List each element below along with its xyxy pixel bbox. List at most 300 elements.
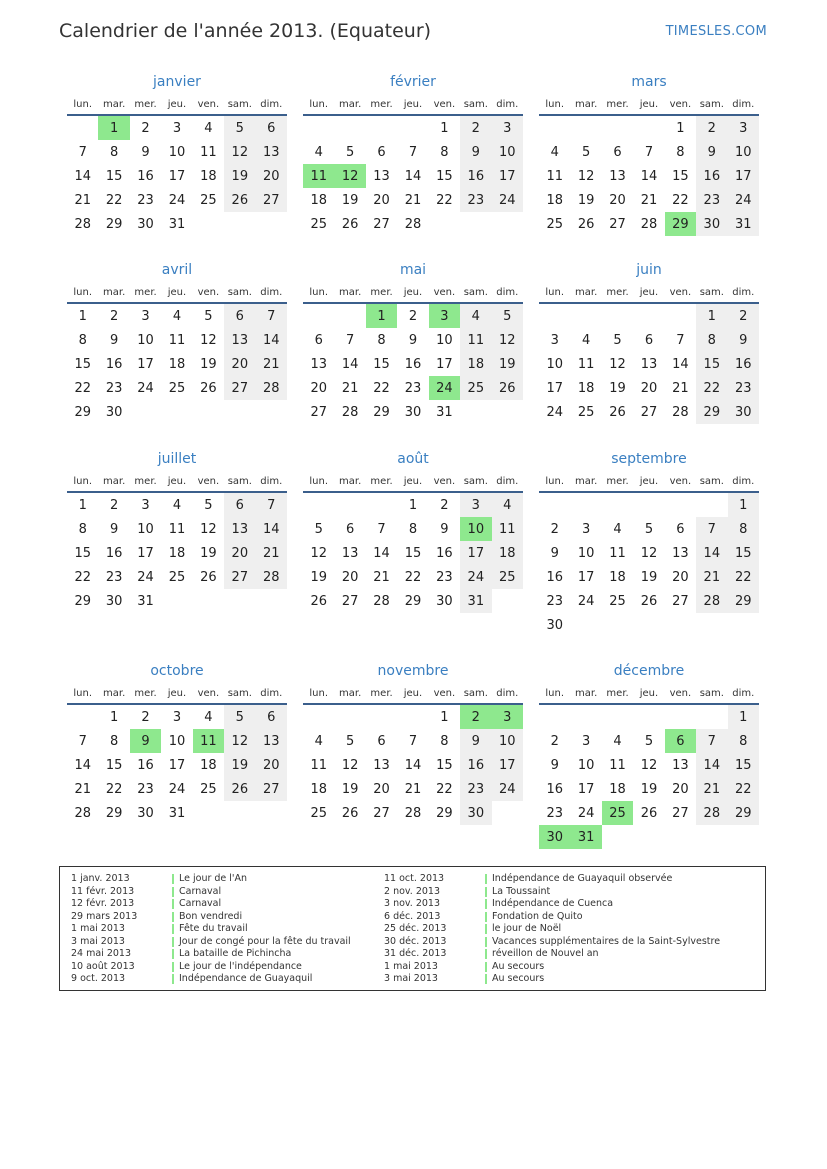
month-table xyxy=(67,282,287,424)
day-cell: 14 xyxy=(74,168,91,184)
weekday-header: lun. xyxy=(303,282,334,303)
holiday-name: Au secours xyxy=(492,973,545,984)
day-cell: 8 xyxy=(440,144,449,160)
day-cell: 5 xyxy=(644,521,654,537)
weekday-header: jeu. xyxy=(633,94,664,115)
day-cell: 11 xyxy=(609,757,626,773)
month-table xyxy=(303,683,523,825)
day-cell: 2 xyxy=(550,521,559,537)
day-cell: 23 xyxy=(137,781,154,797)
day-cell: 18 xyxy=(310,192,327,208)
month-table xyxy=(303,94,523,236)
month-table xyxy=(539,471,759,637)
day-cell: 15 xyxy=(105,168,123,184)
empty-cell xyxy=(193,589,224,613)
day-cell: 20 xyxy=(310,380,327,396)
holiday-marker xyxy=(485,924,487,934)
day-cell: 12 xyxy=(200,332,217,348)
day-cell: 16 xyxy=(105,545,123,561)
day-cell: 5 xyxy=(204,497,213,513)
weekday-header: mar. xyxy=(570,282,601,303)
day-cell: 12 xyxy=(341,757,359,773)
empty-cell xyxy=(161,589,192,613)
day-cell: 31 xyxy=(460,589,491,613)
weekday-header: lun. xyxy=(303,683,334,704)
holiday-name: Indépendance de Guayaquil observée xyxy=(492,873,673,884)
weekday-header: dim. xyxy=(256,282,287,303)
day-cell: 29 xyxy=(665,212,696,236)
day-cell: 7 xyxy=(408,144,418,160)
day-cell: 28 xyxy=(256,376,287,400)
empty-cell xyxy=(397,704,428,729)
weekday-header: sam. xyxy=(460,282,491,303)
day-cell: 22 xyxy=(74,380,91,396)
day-cell: 11 xyxy=(168,332,186,348)
day-cell: 22 xyxy=(373,380,390,396)
day-cell: 24 xyxy=(460,565,491,589)
day-cell: 15 xyxy=(728,541,759,565)
day-cell: 5 xyxy=(345,733,355,749)
day-cell: 13 xyxy=(609,168,626,184)
empty-cell xyxy=(633,303,664,328)
day-cell: 1 xyxy=(676,120,685,136)
day-cell: 28 xyxy=(640,216,658,232)
holiday-marker xyxy=(485,962,487,972)
day-cell: 17 xyxy=(168,757,186,773)
holiday-date: 31 déc. 2013 xyxy=(384,948,447,959)
day-cell: 1 xyxy=(78,308,87,324)
day-cell: 19 xyxy=(341,781,359,797)
empty-cell xyxy=(366,704,397,729)
day-cell: 28 xyxy=(696,801,727,825)
weekday-header: mar. xyxy=(98,683,129,704)
day-cell: 11 xyxy=(546,168,563,184)
day-cell: 8 xyxy=(728,729,759,753)
month-name: septembre xyxy=(611,451,687,467)
day-cell: 10 xyxy=(577,545,595,561)
day-cell: 18 xyxy=(200,168,217,184)
weekday-header: ven. xyxy=(429,282,460,303)
day-cell: 3 xyxy=(728,115,759,140)
weekday-header: lun. xyxy=(303,471,334,492)
day-cell: 3 xyxy=(429,303,460,328)
day-cell: 9 xyxy=(141,144,150,160)
holiday-date: 11 févr. 2013 xyxy=(71,885,135,897)
month-name: mai xyxy=(399,262,427,278)
day-cell: 5 xyxy=(224,704,255,729)
day-cell: 26 xyxy=(640,805,658,821)
day-cell: 9 xyxy=(109,332,119,348)
day-cell: 27 xyxy=(341,593,359,609)
empty-cell xyxy=(633,825,664,849)
day-cell: 24 xyxy=(492,777,523,801)
day-cell: 2 xyxy=(109,308,119,324)
weekday-header: jeu. xyxy=(633,683,664,704)
weekday-header: lun. xyxy=(67,683,98,704)
empty-cell xyxy=(256,212,287,236)
day-cell: 30 xyxy=(696,212,727,236)
day-cell: 10 xyxy=(546,356,563,372)
holiday-name: Fondation de Quito xyxy=(492,910,583,922)
day-cell: 27 xyxy=(224,376,255,400)
month-table xyxy=(67,683,287,825)
day-cell: 21 xyxy=(373,569,390,585)
day-cell: 13 xyxy=(256,140,287,164)
day-cell: 10 xyxy=(137,332,154,348)
month-juillet xyxy=(67,447,287,613)
day-cell: 23 xyxy=(460,777,491,801)
holiday-marker xyxy=(172,912,174,922)
day-cell: 18 xyxy=(168,545,186,561)
day-cell: 14 xyxy=(672,356,689,372)
weekday-header: dim. xyxy=(728,94,759,115)
month-table xyxy=(67,471,287,613)
day-cell: 6 xyxy=(613,144,622,160)
day-cell: 17 xyxy=(137,545,154,561)
day-cell: 13 xyxy=(224,517,255,541)
weekday-header: sam. xyxy=(460,94,491,115)
day-cell: 16 xyxy=(460,753,491,777)
month-name: juin xyxy=(636,262,662,278)
empty-cell xyxy=(492,801,523,825)
holiday-marker xyxy=(485,899,487,909)
day-cell: 19 xyxy=(640,781,658,797)
day-cell: 16 xyxy=(436,545,453,561)
weekday-header: mer. xyxy=(130,282,161,303)
day-cell: 9 xyxy=(550,545,559,561)
day-cell: 20 xyxy=(224,541,255,565)
weekday-header: jeu. xyxy=(397,94,428,115)
day-cell: 30 xyxy=(546,617,563,633)
weekday-header: mar. xyxy=(98,94,129,115)
day-cell: 5 xyxy=(224,115,255,140)
day-cell: 27 xyxy=(609,216,626,232)
day-cell: 12 xyxy=(492,328,523,352)
day-cell: 25 xyxy=(460,376,491,400)
day-cell: 6 xyxy=(314,332,323,348)
day-cell: 30 xyxy=(436,593,453,609)
holiday-date: 11 oct. 2013 xyxy=(384,873,445,884)
day-cell: 20 xyxy=(341,569,359,585)
holiday-date: 3 mai 2013 xyxy=(71,935,125,947)
day-cell: 1 xyxy=(109,709,119,725)
day-cell: 30 xyxy=(539,825,570,849)
day-cell: 4 xyxy=(492,492,523,517)
day-cell: 10 xyxy=(137,521,154,537)
weekday-header: mer. xyxy=(602,471,633,492)
holiday-name: Indépendance de Cuenca xyxy=(492,898,614,909)
weekday-header: mer. xyxy=(366,683,397,704)
empty-cell xyxy=(161,400,192,424)
weekday-header: dim. xyxy=(256,471,287,492)
empty-cell xyxy=(303,492,334,517)
day-cell: 29 xyxy=(436,805,453,821)
month-table xyxy=(303,282,523,424)
day-cell: 13 xyxy=(373,168,390,184)
day-cell: 26 xyxy=(341,805,359,821)
day-cell: 7 xyxy=(676,332,685,348)
day-cell: 6 xyxy=(377,733,386,749)
day-cell: 31 xyxy=(436,404,453,420)
holiday-legend xyxy=(59,866,766,991)
month-avril xyxy=(67,258,287,424)
day-cell: 23 xyxy=(436,569,453,585)
day-cell: 5 xyxy=(492,303,523,328)
weekday-header: jeu. xyxy=(397,471,428,492)
day-cell: 6 xyxy=(256,704,287,729)
day-cell: 2 xyxy=(109,497,119,513)
month-table xyxy=(539,94,759,236)
day-cell: 1 xyxy=(78,497,87,513)
empty-cell xyxy=(193,212,224,236)
day-cell: 10 xyxy=(492,729,523,753)
empty-cell xyxy=(570,303,601,328)
day-cell: 25 xyxy=(609,593,626,609)
month-name: janvier xyxy=(153,74,201,90)
day-cell: 31 xyxy=(168,805,186,821)
month-mars xyxy=(539,70,759,236)
day-cell: 16 xyxy=(404,356,422,372)
holiday-date: 29 mars 2013 xyxy=(71,910,138,922)
month-février xyxy=(303,70,523,236)
day-cell: 14 xyxy=(74,757,91,773)
weekday-header: mer. xyxy=(602,94,633,115)
day-cell: 24 xyxy=(168,781,186,797)
day-cell: 29 xyxy=(728,589,759,613)
empty-cell xyxy=(193,801,224,825)
holiday-marker xyxy=(485,912,487,922)
holiday-marker xyxy=(485,937,487,947)
empty-cell xyxy=(633,704,664,729)
day-cell: 4 xyxy=(172,308,182,324)
empty-cell xyxy=(696,704,727,729)
empty-cell xyxy=(728,825,759,849)
day-cell: 25 xyxy=(310,805,327,821)
day-cell: 11 xyxy=(310,757,327,773)
weekday-header: mar. xyxy=(98,282,129,303)
holiday-name: La Toussaint xyxy=(492,885,551,897)
day-cell: 28 xyxy=(74,216,91,232)
day-cell: 20 xyxy=(672,781,689,797)
day-cell: 18 xyxy=(546,192,563,208)
day-cell: 15 xyxy=(74,356,91,372)
empty-cell xyxy=(602,303,633,328)
weekday-header: lun. xyxy=(67,282,98,303)
month-name: décembre xyxy=(613,663,685,679)
day-cell: 18 xyxy=(460,352,491,376)
empty-cell xyxy=(539,303,570,328)
day-cell: 17 xyxy=(137,356,154,372)
month-table xyxy=(539,683,759,849)
day-cell: 27 xyxy=(373,216,390,232)
day-cell: 21 xyxy=(74,781,91,797)
holiday-date: 9 oct. 2013 xyxy=(71,973,126,984)
empty-cell xyxy=(539,704,570,729)
empty-cell xyxy=(492,589,523,613)
day-cell: 14 xyxy=(696,753,727,777)
empty-cell xyxy=(602,115,633,140)
day-cell: 26 xyxy=(341,216,359,232)
day-cell: 17 xyxy=(577,781,595,797)
day-cell: 7 xyxy=(696,729,727,753)
day-cell: 27 xyxy=(310,404,327,420)
day-cell: 9 xyxy=(440,521,449,537)
weekday-header: sam. xyxy=(224,683,255,704)
day-cell: 12 xyxy=(640,757,658,773)
empty-cell xyxy=(570,613,601,637)
day-cell: 22 xyxy=(728,565,759,589)
day-cell: 19 xyxy=(200,545,217,561)
day-cell: 23 xyxy=(404,380,422,396)
weekday-header: ven. xyxy=(429,471,460,492)
holiday-name: Le jour de l'An xyxy=(179,873,248,884)
day-cell: 13 xyxy=(341,545,359,561)
month-name: avril xyxy=(161,262,193,278)
day-cell: 26 xyxy=(577,216,595,232)
weekday-header: mar. xyxy=(334,471,365,492)
day-cell: 28 xyxy=(341,404,359,420)
site-link[interactable]: TIMESLES.COM xyxy=(665,24,767,39)
holiday-name: Au secours xyxy=(492,960,545,972)
empty-cell xyxy=(728,613,759,637)
day-cell: 3 xyxy=(172,709,182,725)
day-cell: 23 xyxy=(696,188,727,212)
holiday-marker xyxy=(172,937,174,947)
empty-cell xyxy=(224,589,255,613)
day-cell: 14 xyxy=(341,356,359,372)
empty-cell xyxy=(696,825,727,849)
day-cell: 1 xyxy=(98,115,129,140)
day-cell: 27 xyxy=(373,805,390,821)
weekday-header: lun. xyxy=(539,683,570,704)
day-cell: 13 xyxy=(310,356,327,372)
day-cell: 5 xyxy=(204,308,213,324)
day-cell: 16 xyxy=(546,569,563,585)
day-cell: 19 xyxy=(609,380,626,396)
day-cell: 16 xyxy=(105,356,123,372)
day-cell: 26 xyxy=(640,593,658,609)
day-cell: 17 xyxy=(577,569,595,585)
day-cell: 25 xyxy=(310,216,327,232)
day-cell: 12 xyxy=(334,164,365,188)
day-cell: 25 xyxy=(168,380,186,396)
day-cell: 17 xyxy=(168,168,186,184)
weekday-header: sam. xyxy=(224,471,255,492)
day-cell: 15 xyxy=(728,753,759,777)
day-cell: 16 xyxy=(137,168,154,184)
day-cell: 21 xyxy=(256,352,287,376)
day-cell: 26 xyxy=(310,593,327,609)
day-cell: 2 xyxy=(696,115,727,140)
day-cell: 2 xyxy=(550,733,559,749)
day-cell: 13 xyxy=(256,729,287,753)
day-cell: 12 xyxy=(577,168,595,184)
day-cell: 14 xyxy=(640,168,658,184)
day-cell: 11 xyxy=(193,729,224,753)
day-cell: 12 xyxy=(224,140,255,164)
day-cell: 25 xyxy=(577,404,595,420)
day-cell: 28 xyxy=(404,216,422,232)
holiday-date: 25 déc. 2013 xyxy=(384,923,447,934)
day-cell: 27 xyxy=(640,404,658,420)
day-cell: 20 xyxy=(672,569,689,585)
weekday-header: jeu. xyxy=(161,94,192,115)
day-cell: 15 xyxy=(436,757,453,773)
empty-cell xyxy=(602,704,633,729)
holiday-name: Fête du travail xyxy=(179,923,248,934)
day-cell: 16 xyxy=(728,352,759,376)
empty-cell xyxy=(492,400,523,424)
day-cell: 2 xyxy=(141,709,150,725)
day-cell: 11 xyxy=(492,517,523,541)
empty-cell xyxy=(303,115,334,140)
day-cell: 27 xyxy=(672,593,689,609)
weekday-header: dim. xyxy=(492,471,523,492)
weekday-header: lun. xyxy=(67,94,98,115)
empty-cell xyxy=(397,115,428,140)
day-cell: 4 xyxy=(581,332,591,348)
day-cell: 19 xyxy=(577,192,595,208)
day-cell: 28 xyxy=(404,805,422,821)
day-cell: 5 xyxy=(314,521,323,537)
day-cell: 14 xyxy=(404,757,422,773)
month-name: août xyxy=(397,451,429,467)
day-cell: 29 xyxy=(105,805,123,821)
day-cell: 21 xyxy=(404,781,422,797)
day-cell: 10 xyxy=(492,140,523,164)
day-cell: 8 xyxy=(408,521,418,537)
day-cell: 17 xyxy=(546,380,563,396)
weekday-header: jeu. xyxy=(397,683,428,704)
day-cell: 3 xyxy=(460,492,491,517)
holiday-marker xyxy=(172,949,174,959)
weekday-header: jeu. xyxy=(397,282,428,303)
day-cell: 2 xyxy=(141,120,150,136)
empty-cell xyxy=(460,212,491,236)
day-cell: 15 xyxy=(373,356,390,372)
day-cell: 22 xyxy=(436,192,453,208)
month-table xyxy=(303,471,523,613)
day-cell: 9 xyxy=(460,140,491,164)
day-cell: 26 xyxy=(200,569,217,585)
weekday-header: ven. xyxy=(429,94,460,115)
day-cell: 15 xyxy=(74,545,91,561)
holiday-marker xyxy=(172,874,174,884)
day-cell: 20 xyxy=(256,753,287,777)
day-cell: 3 xyxy=(141,308,150,324)
day-cell: 19 xyxy=(640,569,658,585)
day-cell: 27 xyxy=(672,805,689,821)
holiday-marker xyxy=(172,887,174,897)
weekday-header: mar. xyxy=(334,94,365,115)
day-cell: 19 xyxy=(224,164,255,188)
holiday-name: Jour de congé pour la fête du travail xyxy=(179,935,351,947)
day-cell: 22 xyxy=(696,376,727,400)
day-cell: 27 xyxy=(256,188,287,212)
day-cell: 12 xyxy=(224,729,255,753)
weekday-header: dim. xyxy=(492,282,523,303)
day-cell: 17 xyxy=(492,753,523,777)
day-cell: 11 xyxy=(168,521,186,537)
day-cell: 12 xyxy=(200,521,217,537)
day-cell: 3 xyxy=(492,115,523,140)
day-cell: 30 xyxy=(105,593,123,609)
day-cell: 28 xyxy=(256,565,287,589)
day-cell: 2 xyxy=(440,497,449,513)
day-cell: 24 xyxy=(728,188,759,212)
day-cell: 21 xyxy=(74,192,91,208)
day-cell: 26 xyxy=(609,404,626,420)
